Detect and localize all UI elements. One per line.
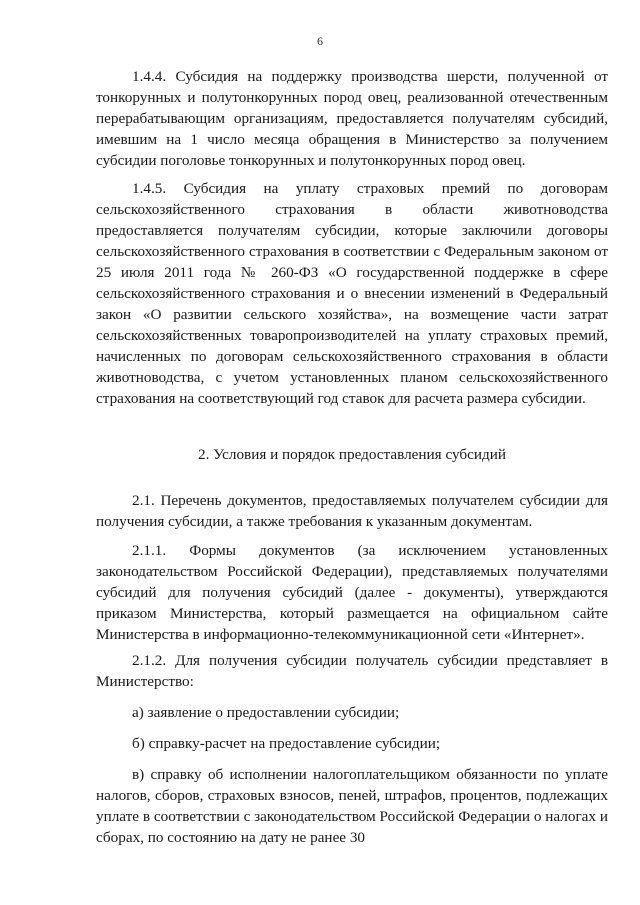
paragraph-2-1-1: 2.1.1. Формы документов (за исключением установленных законодательством Российской Федерации), представляемых получателями субсидий для получения субсидий (далее - документы), утверждаются приказом Министерства, который размещается на официальном сайте Министерства в информационно-телекоммуникационной сети «Интернет». [96, 542, 608, 643]
paragraph-1-4-4: 1.4.4. Субсидия на поддержку производства шерсти, полученной от тонкорунных и полутонкорунных пород овец, реализованной отечественным перерабатывающим организациям, предоставляется получателям субсидий, имевшим на 1 число месяца обращения в Министерство за получением субсидии поголовье тонкорунных и полутонкорунных пород овец. [96, 68, 608, 169]
paragraph-2-1-2: 2.1.2. Для получения субсидии получатель субсидии представляет в Министерство: [96, 652, 608, 690]
list-item-c: в) справку об исполнении налогоплательщиком обязанности по уплате налогов, сборов, страховых взносов, пеней, штрафов, процентов, подлежащих уплате в соответствии с законодательством Российской Федерации о налогах и сборах, по состоянию на дату не ранее 30 [96, 766, 608, 846]
section-heading: 2. Условия и порядок предоставления субсидий [198, 446, 506, 463]
page-number: 6 [317, 34, 323, 48]
list-item-b: б) справку-расчет на предоставление субсидии; [132, 735, 441, 752]
list-item-a: а) заявление о предоставлении субсидии; [132, 704, 400, 721]
paragraph-1-4-5: 1.4.5. Субсидия на уплату страховых премий по договорам сельскохозяйственного страхования в области животноводства предоставляется получателям субсидии, которые заключили договоры сельскохозяйственного страхования в соответствии с Федеральным законом от 25 июля 2011 года № 260-ФЗ «О государственной поддержке в сфере сельскохозяйственного страхования и о внесении изменений в Федеральный закон «О развитии сельского хозяйства», на возмещение части затрат сельскохозяйственных товаропроизводителей на уплату страховых премий, начисленных по договорам сельскохозяйственного страхования в области животноводства, с учетом установленных планом сельскохозяйственного страхования на соответствующий год ставок для расчета размера субсидии. [96, 180, 608, 407]
paragraph-2-1: 2.1. Перечень документов, предоставляемых получателем субсидии для получения субсидии, а также требования к указанным документам. [96, 492, 608, 530]
